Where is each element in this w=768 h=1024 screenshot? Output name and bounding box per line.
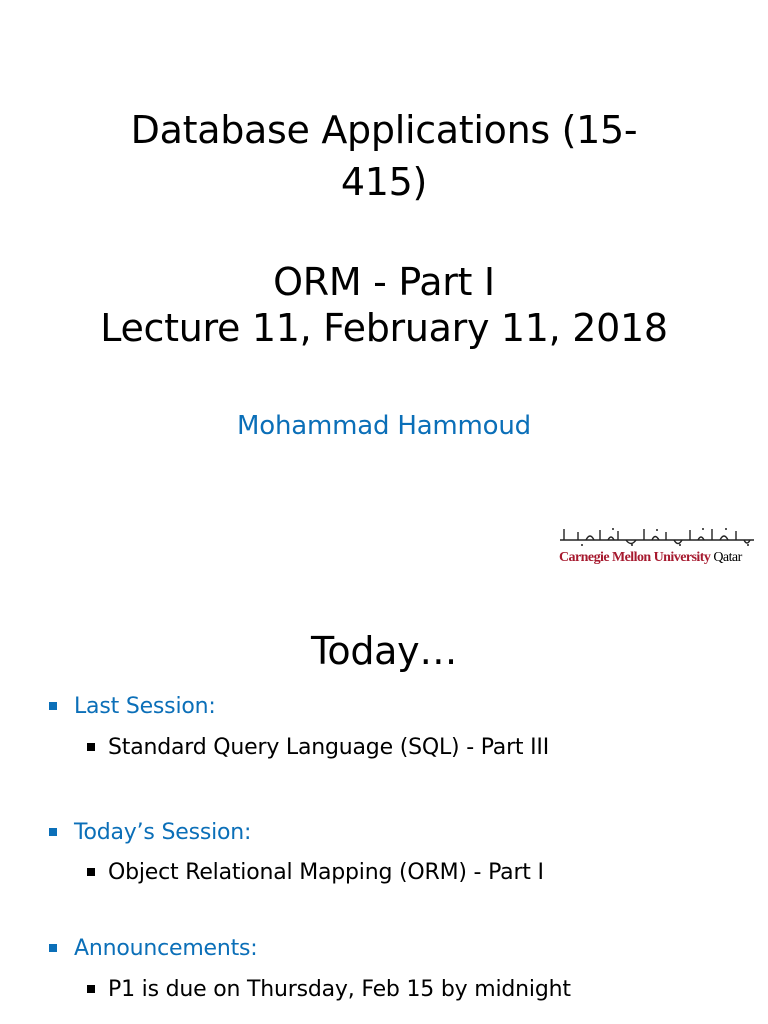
square-bullet-icon: [87, 985, 95, 993]
slide-title-line-2: 415): [340, 160, 428, 204]
slide-title-line-1: Database Applications (15-: [130, 108, 638, 152]
agenda-title: Today…: [310, 629, 458, 673]
square-bullet-icon: [49, 702, 57, 710]
slide-subtitle-line-2: Lecture 11, February 11, 2018: [100, 306, 668, 350]
square-bullet-icon: [87, 743, 95, 751]
list-item: Standard Query Language (SQL) - Part III: [108, 735, 549, 761]
slide-subtitle-line-1: ORM - Part I: [273, 260, 495, 304]
arabic-wordmark-logo: [556, 526, 758, 548]
section-heading-announcements: Announcements:: [74, 936, 258, 962]
list-item: Object Relational Mapping (ORM) - Part I: [108, 860, 544, 886]
author-name: Mohammad Hammoud: [237, 411, 531, 441]
section-heading-todays-session: Today’s Session:: [74, 820, 251, 846]
logo-campus-name: Qatar: [713, 550, 742, 565]
square-bullet-icon: [49, 944, 57, 952]
section-heading-last-session: Last Session:: [74, 694, 216, 720]
logo-wordmark: [559, 550, 742, 566]
logo-institution-name: Carnegie Mellon University: [559, 550, 711, 565]
square-bullet-icon: [87, 868, 95, 876]
square-bullet-icon: [49, 828, 57, 836]
cmu-qatar-logo: [556, 526, 760, 570]
list-item: P1 is due on Thursday, Feb 15 by midnight: [108, 977, 571, 1003]
